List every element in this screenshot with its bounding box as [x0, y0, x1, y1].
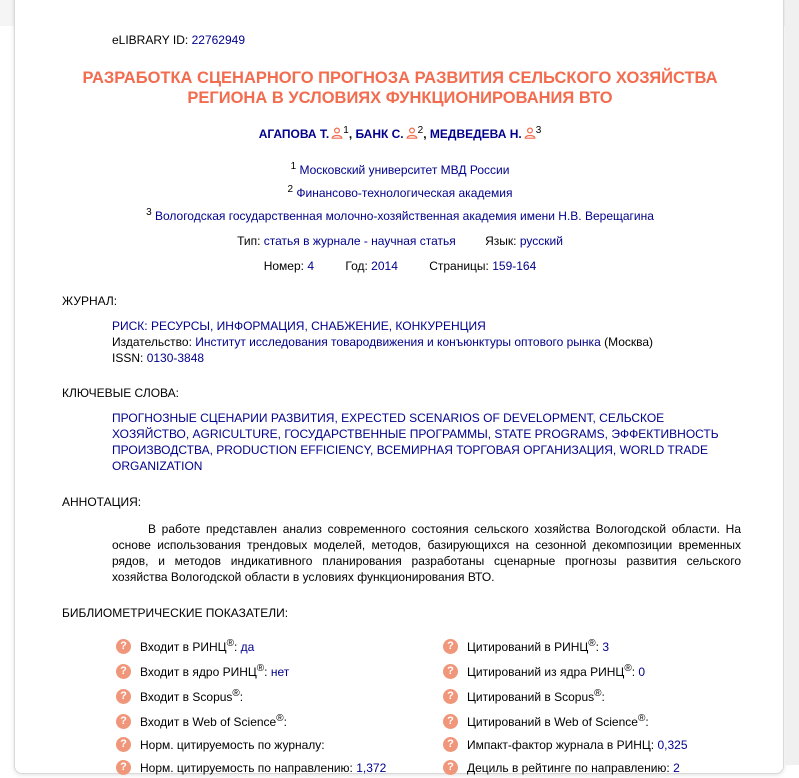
- biblio-rinc-core: [116, 659, 289, 679]
- registered-mark: ®: [637, 713, 646, 724]
- number-label: Номер:: [263, 259, 304, 273]
- biblio-label: Входит в ядро РИНЦ: [140, 665, 257, 679]
- biblio-value: нет: [270, 665, 290, 679]
- biblio-impact-factor: [443, 732, 688, 752]
- question-icon[interactable]: ?: [443, 639, 458, 654]
- issn-label: ISSN:: [112, 351, 144, 365]
- author-link-2[interactable]: БАНК С.: [355, 127, 404, 141]
- question-icon[interactable]: ?: [443, 714, 458, 729]
- author-link-3[interactable]: МЕДВЕДЕВА Н.: [429, 127, 522, 141]
- article-title-line-1: РАЗРАБОТКА СЦЕНАРНОГО ПРОГНОЗА РАЗВИТИЯ СЕЛЬСКОГО ХОЗЯЙСТВА: [82, 69, 718, 87]
- keywords-header: КЛЮЧЕВЫЕ СЛОВА:: [62, 386, 179, 400]
- person-icon[interactable]: [406, 127, 418, 139]
- author-sup-1: 1: [343, 125, 349, 136]
- registered-mark: ®: [588, 638, 596, 649]
- biblio-header: БИБЛИОМЕТРИЧЕСКИЕ ПОКАЗАТЕЛИ:: [62, 606, 289, 620]
- affiliations: [40, 157, 760, 226]
- biblio-value: да: [240, 640, 255, 654]
- biblio-label: Цитирований в Web of Science: [467, 715, 638, 729]
- affiliation-link[interactable]: Московский университет МВД России: [299, 163, 510, 177]
- biblio-value-link[interactable]: 3: [602, 640, 610, 654]
- registered-mark: ®: [232, 688, 240, 699]
- meta-issue: [40, 259, 760, 273]
- affiliation-3: [40, 203, 760, 226]
- biblio-wos: [116, 709, 287, 729]
- publisher-label: Издательство:: [112, 335, 192, 349]
- author-sup-2: 2: [417, 125, 424, 136]
- biblio-norm-direction: [116, 755, 386, 775]
- registered-mark: ®: [594, 688, 602, 699]
- biblio-label: Входит в РИНЦ: [140, 640, 227, 654]
- elibrary-id-value: 22762949: [191, 33, 245, 47]
- affiliation-2: [40, 180, 760, 203]
- biblio-label: Входит в Web of Science: [140, 715, 277, 729]
- biblio-citations-rinc: [443, 634, 609, 654]
- author-sup-3: 3: [535, 125, 542, 136]
- publisher-city: (Москва): [604, 335, 654, 349]
- biblio-scopus: [116, 684, 243, 704]
- person-icon[interactable]: [524, 127, 536, 139]
- issn-value: 0130-3848: [146, 351, 205, 365]
- biblio-label: Норм. цитируемость по журналу:: [140, 738, 325, 752]
- biblio-colon: :: [239, 690, 244, 704]
- biblio-colon: :: [283, 715, 287, 729]
- biblio-citations-core: [443, 659, 645, 679]
- type-value: статья в журнале - научная статья: [263, 234, 456, 248]
- journal-block: [112, 318, 653, 366]
- biblio-value: 0: [638, 665, 646, 679]
- type-label: Тип:: [237, 234, 261, 248]
- elibrary-id-label: eLIBRARY ID:: [112, 33, 189, 47]
- journal-name-link[interactable]: РИСК: РЕСУРСЫ, ИНФОРМАЦИЯ, СНАБЖЕНИЕ, КОНКУРЕНЦИЯ: [112, 319, 486, 333]
- biblio-label: Норм. цитируемость по направлению:: [140, 761, 353, 775]
- question-icon[interactable]: ?: [116, 714, 131, 729]
- biblio-rinc: [116, 634, 254, 654]
- biblio-colon: :: [264, 665, 268, 679]
- question-icon[interactable]: ?: [116, 689, 131, 704]
- affiliation-link[interactable]: Вологодская государственная молочно-хозяйственная академия имени Н.В. Верещагина: [154, 209, 654, 223]
- journal-header: ЖУРНАЛ:: [62, 294, 118, 308]
- language-label: Язык:: [485, 234, 517, 248]
- year-label: Год:: [345, 259, 368, 273]
- question-icon[interactable]: ?: [443, 689, 458, 704]
- affiliation-sup: 2: [287, 184, 294, 195]
- biblio-label: Импакт-фактор журнала в РИНЦ:: [467, 738, 655, 752]
- biblio-citations-wos: [443, 709, 649, 729]
- question-icon[interactable]: ?: [443, 760, 458, 775]
- biblio-value: 2: [673, 761, 680, 775]
- abstract-header: АННОТАЦИЯ:: [62, 495, 142, 509]
- biblio-value: 1,372: [356, 761, 387, 775]
- biblio-norm-journal: [116, 732, 325, 752]
- affiliation-link[interactable]: Финансово-технологическая академия: [296, 186, 513, 200]
- language-value: русский: [519, 234, 563, 248]
- biblio-colon: :: [595, 640, 600, 654]
- person-icon[interactable]: [331, 127, 343, 139]
- publisher-link[interactable]: Институт исследования товародвижения и конъюнктуры оптового рынка: [195, 335, 601, 349]
- authors: АГАПОВА Т. $^1$, БАНК С. $^2$, МЕДВЕДЕВА Н. $^3$: [258, 125, 542, 141]
- registered-mark: ®: [276, 713, 284, 724]
- pages-label: Страницы:: [429, 259, 489, 273]
- year-value: 2014: [371, 259, 398, 273]
- scrollbar-track[interactable]: [785, 0, 799, 765]
- keywords-list[interactable]: ПРОГНОЗНЫЕ СЦЕНАРИИ РАЗВИТИЯ, EXPECTED SCENARIOS OF DEVELOPMENT, СЕЛЬСКОЕ ХОЗЯЙСТВО, AGRICULTURE, ГОСУДАРСТВЕННЫЕ ПРОГРАММЫ, STATE PROGRAMS, ЭФФЕКТИВНОСТЬ ПРОИЗВОДСТВА, PRODUCTION EFFICIENCY, ВСЕМИРНАЯ ТОРГОВАЯ ОРГАНИЗАЦИЯ, WORLD TRADE ORGANIZATION: [112, 411, 719, 473]
- question-icon[interactable]: ?: [116, 737, 131, 752]
- question-icon[interactable]: ?: [443, 664, 458, 679]
- elibrary-id: [112, 33, 245, 47]
- biblio-decile: [443, 755, 680, 775]
- biblio-label: Цитирований в РИНЦ: [467, 640, 589, 654]
- affiliation-sup: 3: [146, 207, 152, 218]
- biblio-colon: :: [601, 690, 605, 704]
- biblio-colon: :: [631, 665, 636, 679]
- article-title-line-2: РЕГИОНА В УСЛОВИЯХ ФУНКЦИОНИРОВАНИЯ ВТО: [187, 89, 613, 107]
- biblio-label: Цитирований из ядра РИНЦ: [467, 665, 625, 679]
- question-icon[interactable]: ?: [116, 760, 131, 775]
- author-link-1[interactable]: АГАПОВА Т.: [258, 127, 330, 141]
- abstract-text: В работе представлен анализ современного состояния сельского хозяйства Вологодской области. На основе использования трендовых моделей, методов, базирующихся на сезонной декомпозиции временных рядов, и методов индикативного планирования разработаны сценарные прогнозы развития сельского хозяйства Вологодской области в условиях функционирования ВТО.: [112, 522, 741, 584]
- biblio-colon: :: [233, 640, 238, 654]
- biblio-citations-scopus: [443, 684, 605, 704]
- affiliation-sup: 1: [290, 161, 297, 172]
- registered-mark: ®: [624, 663, 632, 674]
- biblio-label: Входит в Scopus: [140, 690, 233, 704]
- biblio-colon: :: [645, 715, 649, 729]
- article-title: [40, 68, 760, 108]
- question-icon[interactable]: ?: [116, 639, 131, 654]
- question-icon[interactable]: ?: [443, 737, 458, 752]
- affiliation-1: [40, 157, 760, 180]
- pages-value: 159-164: [492, 259, 537, 273]
- number-value[interactable]: 4: [307, 259, 315, 273]
- registered-mark: ®: [256, 663, 265, 674]
- biblio-label: Цитирований в Scopus: [467, 690, 595, 704]
- biblio-label: Дециль в рейтинге по направлению:: [467, 761, 670, 775]
- registered-mark: ®: [226, 638, 234, 649]
- biblio-value: 0,325: [657, 738, 688, 752]
- meta-type-language: [40, 234, 760, 248]
- question-icon[interactable]: ?: [116, 664, 131, 679]
